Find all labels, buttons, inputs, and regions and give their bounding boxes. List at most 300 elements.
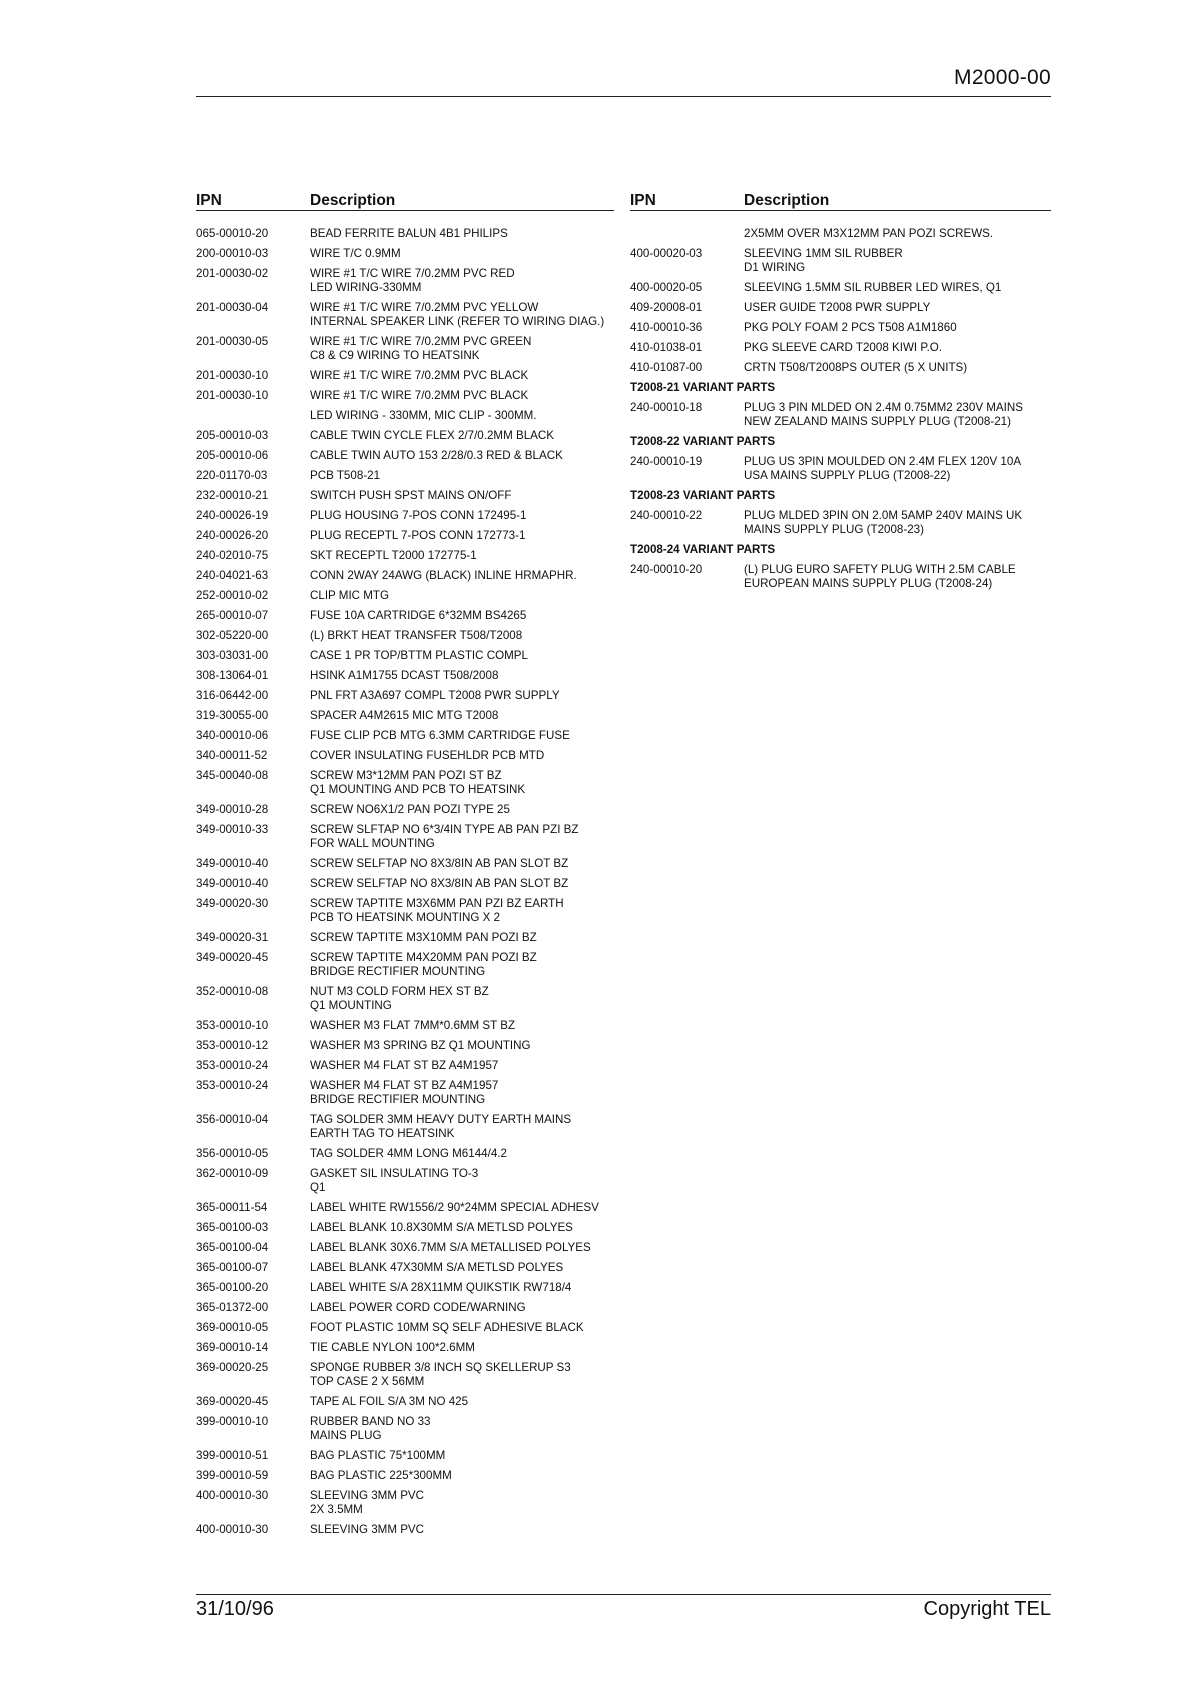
part-description bbox=[310, 489, 614, 503]
description-line: BEAD FERRITE BALUN 4B1 PHILIPS bbox=[310, 227, 508, 240]
description-line: WIRE T/C 0.9MM bbox=[310, 247, 401, 260]
part-row bbox=[630, 247, 1051, 275]
part-ipn: 349-00010-40 bbox=[196, 857, 269, 870]
part-row bbox=[196, 769, 614, 797]
description-line: TIE CABLE NYLON 100*2.6MM bbox=[310, 1341, 475, 1354]
part-description bbox=[310, 1281, 614, 1295]
part-description bbox=[310, 1301, 614, 1315]
part-description bbox=[310, 769, 614, 797]
part-row bbox=[196, 1341, 614, 1355]
part-ipn: 369-00020-25 bbox=[196, 1361, 269, 1374]
part-ipn: 200-00010-03 bbox=[196, 247, 269, 260]
parts-column-right bbox=[630, 192, 1051, 597]
part-ipn: 400-00010-30 bbox=[196, 1523, 269, 1536]
description-heading: Description bbox=[744, 192, 830, 209]
part-description bbox=[310, 369, 614, 383]
part-row bbox=[196, 1113, 614, 1141]
description-line: LABEL BLANK 30X6.7MM S/A METALLISED POLYES bbox=[310, 1241, 591, 1254]
description-line: SCREW SLFTAP NO 6*3/4IN TYPE AB PAN PZI BZ bbox=[310, 823, 579, 836]
part-ipn: 365-00100-04 bbox=[196, 1241, 269, 1254]
part-description bbox=[310, 335, 614, 363]
description-line: TOP CASE 2 X 56MM bbox=[310, 1375, 425, 1388]
part-row bbox=[630, 301, 1051, 315]
part-ipn: 349-00010-40 bbox=[196, 877, 269, 890]
part-row bbox=[196, 669, 614, 683]
part-ipn: 400-00020-03 bbox=[630, 247, 703, 260]
description-line: SLEEVING 1MM SIL RUBBER bbox=[744, 247, 903, 260]
description-line: NEW ZEALAND MAINS SUPPLY PLUG (T2008-21) bbox=[744, 415, 1011, 428]
description-line: INTERNAL SPEAKER LINK (REFER TO WIRING DIAG.) bbox=[310, 315, 605, 328]
part-ipn: 369-00020-45 bbox=[196, 1395, 269, 1408]
part-ipn: 353-00010-24 bbox=[196, 1059, 269, 1072]
part-description bbox=[310, 429, 614, 443]
description-line: Q1 bbox=[310, 1181, 326, 1194]
ipn-heading: IPN bbox=[196, 192, 222, 209]
part-ipn: 400-00020-05 bbox=[630, 281, 703, 294]
description-heading: Description bbox=[310, 192, 396, 209]
part-row bbox=[196, 1079, 614, 1107]
description-line: C8 & C9 WIRING TO HEATSINK bbox=[310, 349, 480, 362]
part-row bbox=[196, 1415, 614, 1443]
part-description bbox=[310, 1469, 614, 1483]
description-line: PLUG HOUSING 7-POS CONN 172495-1 bbox=[310, 509, 527, 522]
description-line: LED WIRING - 330MM, MIC CLIP - 300MM. bbox=[310, 409, 537, 422]
part-row bbox=[196, 1395, 614, 1409]
part-description bbox=[744, 401, 1051, 429]
description-line: SCREW TAPTITE M4X20MM PAN POZI BZ bbox=[310, 951, 537, 964]
description-line: EARTH TAG TO HEATSINK bbox=[310, 1127, 455, 1140]
description-line: PCB T508-21 bbox=[310, 469, 381, 482]
description-line: PNL FRT A3A697 COMPL T2008 PWR SUPPLY bbox=[310, 689, 560, 702]
part-description bbox=[310, 1415, 614, 1443]
part-description bbox=[310, 1341, 614, 1355]
part-ipn: 410-01038-01 bbox=[630, 341, 703, 354]
part-row bbox=[196, 897, 614, 925]
part-description bbox=[310, 1449, 614, 1463]
part-ipn: 205-00010-03 bbox=[196, 429, 269, 442]
part-row bbox=[196, 1301, 614, 1315]
part-row bbox=[196, 823, 614, 851]
part-row bbox=[196, 1261, 614, 1275]
part-ipn: 240-00010-18 bbox=[630, 401, 703, 414]
part-description bbox=[310, 1261, 614, 1275]
part-description bbox=[310, 301, 614, 329]
part-description bbox=[310, 1167, 614, 1195]
part-ipn: 353-00010-24 bbox=[196, 1079, 269, 1092]
part-description bbox=[310, 1039, 614, 1053]
part-ipn: 240-00010-22 bbox=[630, 509, 703, 522]
part-description bbox=[744, 247, 1051, 275]
part-description bbox=[310, 267, 614, 295]
part-row bbox=[196, 1167, 614, 1195]
part-ipn: 399-00010-10 bbox=[196, 1415, 269, 1428]
description-line: MAINS SUPPLY PLUG (T2008-23) bbox=[744, 523, 924, 536]
description-line: SCREW SELFTAP NO 8X3/8IN AB PAN SLOT BZ bbox=[310, 877, 569, 890]
description-line: WIRE #1 T/C WIRE 7/0.2MM PVC BLACK bbox=[310, 389, 529, 402]
part-description bbox=[310, 1321, 614, 1335]
part-row bbox=[196, 489, 614, 503]
description-line: WASHER M4 FLAT ST BZ A4M1957 bbox=[310, 1059, 499, 1072]
description-line: WASHER M3 FLAT 7MM*0.6MM ST BZ bbox=[310, 1019, 516, 1032]
description-line: WIRE #1 T/C WIRE 7/0.2MM PVC YELLOW bbox=[310, 301, 539, 314]
description-line: BAG PLASTIC 75*100MM bbox=[310, 1449, 446, 1462]
part-description bbox=[744, 281, 1051, 295]
footer-date: 31/10/96 bbox=[196, 1598, 274, 1620]
part-ipn: 265-00010-07 bbox=[196, 609, 269, 622]
part-description bbox=[310, 1395, 614, 1409]
part-description bbox=[310, 629, 614, 643]
part-ipn: 353-00010-12 bbox=[196, 1039, 269, 1052]
part-ipn: 319-30055-00 bbox=[196, 709, 269, 722]
part-row bbox=[196, 609, 614, 623]
variant-section-heading: T2008-24 VARIANT PARTS bbox=[630, 543, 776, 556]
part-ipn: 302-05220-00 bbox=[196, 629, 269, 642]
part-ipn: 340-00011-52 bbox=[196, 749, 268, 762]
part-description bbox=[744, 227, 1051, 241]
description-line: (L) PLUG EURO SAFETY PLUG WITH 2.5M CABLE bbox=[744, 563, 1016, 576]
part-row bbox=[196, 509, 614, 523]
parts-list-left bbox=[196, 227, 614, 1537]
part-row bbox=[196, 549, 614, 563]
part-ipn: 303-03031-00 bbox=[196, 649, 269, 662]
part-description bbox=[310, 1201, 614, 1215]
part-ipn: 308-13064-01 bbox=[196, 669, 269, 682]
part-row bbox=[196, 429, 614, 443]
description-line: SCREW TAPTITE M3X10MM PAN POZI BZ bbox=[310, 931, 537, 944]
part-description bbox=[310, 549, 614, 563]
part-ipn: 232-00010-21 bbox=[196, 489, 269, 502]
part-row bbox=[196, 1221, 614, 1235]
part-description bbox=[310, 1019, 614, 1033]
description-line: LABEL POWER CORD CODE/WARNING bbox=[310, 1301, 526, 1314]
description-line: USA MAINS SUPPLY PLUG (T2008-22) bbox=[744, 469, 951, 482]
part-ipn: 240-00010-19 bbox=[630, 455, 703, 468]
part-row bbox=[196, 1523, 614, 1537]
part-row bbox=[196, 689, 614, 703]
part-row bbox=[630, 361, 1051, 375]
description-line: COVER INSULATING FUSEHLDR PCB MTD bbox=[310, 749, 545, 762]
part-ipn: 410-00010-36 bbox=[630, 321, 703, 334]
part-ipn: 240-04021-63 bbox=[196, 569, 269, 582]
description-line: FOR WALL MOUNTING bbox=[310, 837, 435, 850]
part-row bbox=[196, 629, 614, 643]
description-line: Q1 MOUNTING bbox=[310, 999, 392, 1012]
part-description bbox=[310, 803, 614, 817]
description-line: PKG SLEEVE CARD T2008 KIWI P.O. bbox=[744, 341, 943, 354]
part-ipn: 409-20008-01 bbox=[630, 301, 703, 314]
description-line: SKT RECEPTL T2000 172775-1 bbox=[310, 549, 477, 562]
description-line: CRTN T508/T2008PS OUTER (5 X UNITS) bbox=[744, 361, 968, 374]
part-description bbox=[310, 1147, 614, 1161]
part-description bbox=[310, 897, 614, 925]
part-row bbox=[630, 455, 1051, 483]
description-line: PLUG 3 PIN MLDED ON 2.4M 0.75MM2 230V MAINS bbox=[744, 401, 1023, 414]
description-line: GASKET SIL INSULATING TO-3 bbox=[310, 1167, 479, 1180]
description-line: WIRE #1 T/C WIRE 7/0.2MM PVC GREEN bbox=[310, 335, 532, 348]
description-line: CABLE TWIN AUTO 153 2/28/0.3 RED & BLACK bbox=[310, 449, 563, 462]
parts-list-right bbox=[630, 227, 1051, 591]
part-ipn: 316-06442-00 bbox=[196, 689, 269, 702]
description-line: WIRE #1 T/C WIRE 7/0.2MM PVC RED bbox=[310, 267, 515, 280]
part-ipn: 410-01087-00 bbox=[630, 361, 703, 374]
part-description bbox=[310, 389, 614, 403]
description-line: CABLE TWIN CYCLE FLEX 2/7/0.2MM BLACK bbox=[310, 429, 554, 442]
column-header bbox=[630, 192, 1051, 211]
part-description bbox=[310, 823, 614, 851]
part-description bbox=[310, 649, 614, 663]
description-line: SCREW TAPTITE M3X6MM PAN PZI BZ EARTH bbox=[310, 897, 564, 910]
part-ipn: 240-00026-19 bbox=[196, 509, 269, 522]
part-ipn: 345-00040-08 bbox=[196, 769, 269, 782]
part-row bbox=[196, 267, 614, 295]
part-ipn: 365-00100-07 bbox=[196, 1261, 269, 1274]
description-line: FUSE 10A CARTRIDGE 6*32MM BS4265 bbox=[310, 609, 527, 622]
footer-rule bbox=[196, 1594, 1051, 1595]
part-ipn: 349-00020-30 bbox=[196, 897, 269, 910]
part-description bbox=[744, 341, 1051, 355]
part-row bbox=[196, 1449, 614, 1463]
part-row bbox=[196, 1469, 614, 1483]
part-description bbox=[744, 321, 1051, 335]
part-ipn: 220-01170-03 bbox=[196, 469, 268, 482]
part-row bbox=[630, 281, 1051, 295]
part-description bbox=[310, 529, 614, 543]
part-description bbox=[310, 509, 614, 523]
description-line: WASHER M3 SPRING BZ Q1 MOUNTING bbox=[310, 1039, 531, 1052]
description-line: WIRE #1 T/C WIRE 7/0.2MM PVC BLACK bbox=[310, 369, 529, 382]
header-rule bbox=[196, 96, 1051, 97]
part-row bbox=[196, 877, 614, 891]
description-line: PCB TO HEATSINK MOUNTING X 2 bbox=[310, 911, 501, 924]
part-row bbox=[196, 1361, 614, 1389]
part-description bbox=[310, 409, 614, 423]
part-row bbox=[196, 1281, 614, 1295]
description-line: TAG SOLDER 4MM LONG M6144/4.2 bbox=[310, 1147, 507, 1160]
description-line: BRIDGE RECTIFIER MOUNTING bbox=[310, 1093, 486, 1106]
description-line: D1 WIRING bbox=[744, 261, 806, 274]
part-ipn: 201-00030-02 bbox=[196, 267, 269, 280]
part-description bbox=[744, 509, 1051, 537]
part-row bbox=[196, 931, 614, 945]
description-line: SLEEVING 1.5MM SIL RUBBER LED WIRES, Q1 bbox=[744, 281, 1002, 294]
part-description bbox=[310, 709, 614, 723]
part-row bbox=[196, 301, 614, 329]
part-row bbox=[630, 401, 1051, 429]
part-ipn: 362-00010-09 bbox=[196, 1167, 269, 1180]
part-row bbox=[196, 369, 614, 383]
description-line: 2X5MM OVER M3X12MM PAN POZI SCREWS. bbox=[744, 227, 994, 240]
description-line: SLEEVING 3MM PVC bbox=[310, 1523, 425, 1536]
part-ipn: 356-00010-05 bbox=[196, 1147, 269, 1160]
description-line: SWITCH PUSH SPST MAINS ON/OFF bbox=[310, 489, 512, 502]
description-line: SCREW NO6X1/2 PAN POZI TYPE 25 bbox=[310, 803, 510, 816]
part-description bbox=[310, 247, 614, 261]
part-description bbox=[310, 227, 614, 241]
part-ipn: 356-00010-04 bbox=[196, 1113, 269, 1126]
description-line: PLUG MLDED 3PIN ON 2.0M 5AMP 240V MAINS UK bbox=[744, 509, 1023, 522]
description-line: BRIDGE RECTIFIER MOUNTING bbox=[310, 965, 486, 978]
part-row bbox=[630, 563, 1051, 591]
part-row bbox=[196, 1019, 614, 1033]
part-ipn: 240-02010-75 bbox=[196, 549, 269, 562]
part-row bbox=[630, 227, 1051, 241]
part-row bbox=[196, 1059, 614, 1073]
part-description bbox=[310, 877, 614, 891]
part-row bbox=[196, 985, 614, 1013]
part-row bbox=[196, 589, 614, 603]
part-ipn: 399-00010-59 bbox=[196, 1469, 269, 1482]
description-line: LABEL WHITE S/A 28X11MM QUIKSTIK RW718/4 bbox=[310, 1281, 572, 1294]
description-line: PLUG RECEPTL 7-POS CONN 172773-1 bbox=[310, 529, 526, 542]
part-description bbox=[310, 1489, 614, 1517]
part-ipn: 201-00030-05 bbox=[196, 335, 269, 348]
description-line: FUSE CLIP PCB MTG 6.3MM CARTRIDGE FUSE bbox=[310, 729, 570, 742]
part-ipn: 349-00020-31 bbox=[196, 931, 269, 944]
part-ipn: 340-00010-06 bbox=[196, 729, 269, 742]
part-description bbox=[310, 1221, 614, 1235]
part-ipn: 365-00100-20 bbox=[196, 1281, 269, 1294]
part-description bbox=[310, 1523, 614, 1537]
part-description bbox=[310, 857, 614, 871]
part-description bbox=[310, 609, 614, 623]
part-description bbox=[310, 1361, 614, 1389]
part-row bbox=[196, 729, 614, 743]
part-row bbox=[196, 709, 614, 723]
part-description bbox=[310, 951, 614, 979]
part-row bbox=[196, 469, 614, 483]
part-description bbox=[310, 689, 614, 703]
part-description bbox=[310, 1113, 614, 1141]
description-line: LABEL WHITE RW1556/2 90*24MM SPECIAL ADHESV bbox=[310, 1201, 599, 1214]
part-row bbox=[630, 509, 1051, 537]
description-line: SCREW SELFTAP NO 8X3/8IN AB PAN SLOT BZ bbox=[310, 857, 569, 870]
part-row bbox=[196, 1147, 614, 1161]
description-line: LED WIRING-330MM bbox=[310, 281, 422, 294]
description-line: USER GUIDE T2008 PWR SUPPLY bbox=[744, 301, 931, 314]
part-ipn: 369-00010-05 bbox=[196, 1321, 269, 1334]
description-line: NUT M3 COLD FORM HEX ST BZ bbox=[310, 985, 489, 998]
part-ipn: 240-00010-20 bbox=[630, 563, 703, 576]
description-line: EUROPEAN MAINS SUPPLY PLUG (T2008-24) bbox=[744, 577, 993, 590]
part-description bbox=[744, 563, 1051, 591]
description-line: 2X 3.5MM bbox=[310, 1503, 363, 1516]
part-ipn: 399-00010-51 bbox=[196, 1449, 269, 1462]
description-line: SCREW M3*12MM PAN POZI ST BZ bbox=[310, 769, 502, 782]
document-id: M2000-00 bbox=[954, 66, 1051, 89]
part-row bbox=[196, 803, 614, 817]
column-header bbox=[196, 192, 614, 211]
part-ipn: 065-00010-20 bbox=[196, 227, 269, 240]
part-description bbox=[310, 469, 614, 483]
part-ipn: 349-00010-33 bbox=[196, 823, 269, 836]
parts-column-left bbox=[196, 192, 614, 1543]
description-line: RUBBER BAND NO 33 bbox=[310, 1415, 431, 1428]
part-ipn: 252-00010-02 bbox=[196, 589, 269, 602]
variant-section-heading: T2008-21 VARIANT PARTS bbox=[630, 381, 776, 394]
part-row bbox=[196, 1321, 614, 1335]
description-line: CLIP MIC MTG bbox=[310, 589, 390, 602]
description-line: CONN 2WAY 24AWG (BLACK) INLINE HRMAPHR. bbox=[310, 569, 577, 582]
variant-section-heading: T2008-23 VARIANT PARTS bbox=[630, 489, 776, 502]
description-line: BAG PLASTIC 225*300MM bbox=[310, 1469, 452, 1482]
part-description bbox=[744, 361, 1051, 375]
part-row bbox=[630, 321, 1051, 335]
part-ipn: 365-00100-03 bbox=[196, 1221, 269, 1234]
part-ipn: 201-00030-04 bbox=[196, 301, 269, 314]
description-line: PLUG US 3PIN MOULDED ON 2.4M FLEX 120V 10A bbox=[744, 455, 1022, 468]
part-description bbox=[310, 569, 614, 583]
description-line: FOOT PLASTIC 10MM SQ SELF ADHESIVE BLACK bbox=[310, 1321, 584, 1334]
part-description bbox=[310, 589, 614, 603]
part-description bbox=[744, 301, 1051, 315]
description-line: WASHER M4 FLAT ST BZ A4M1957 bbox=[310, 1079, 499, 1092]
part-row bbox=[196, 1489, 614, 1517]
part-ipn: 400-00010-30 bbox=[196, 1489, 269, 1502]
part-description bbox=[744, 455, 1051, 483]
part-row bbox=[196, 409, 614, 423]
footer-copyright: Copyright TEL bbox=[923, 1598, 1051, 1620]
part-description bbox=[310, 1059, 614, 1073]
part-ipn: 240-00026-20 bbox=[196, 529, 269, 542]
part-row bbox=[196, 1241, 614, 1255]
part-ipn: 352-00010-08 bbox=[196, 985, 269, 998]
variant-section-heading: T2008-22 VARIANT PARTS bbox=[630, 435, 776, 448]
part-row bbox=[196, 247, 614, 261]
description-line: CASE 1 PR TOP/BTTM PLASTIC COMPL bbox=[310, 649, 528, 662]
description-line: SLEEVING 3MM PVC bbox=[310, 1489, 425, 1502]
description-line: TAG SOLDER 3MM HEAVY DUTY EARTH MAINS bbox=[310, 1113, 572, 1126]
part-ipn: 201-00030-10 bbox=[196, 369, 269, 382]
part-ipn: 349-00010-28 bbox=[196, 803, 269, 816]
part-description bbox=[310, 931, 614, 945]
description-line: TAPE AL FOIL S/A 3M NO 425 bbox=[310, 1395, 469, 1408]
description-line: HSINK A1M1755 DCAST T508/2008 bbox=[310, 669, 499, 682]
part-description bbox=[310, 985, 614, 1013]
part-row bbox=[630, 341, 1051, 355]
part-row bbox=[196, 389, 614, 403]
ipn-heading: IPN bbox=[630, 192, 656, 209]
description-line: Q1 MOUNTING AND PCB TO HEATSINK bbox=[310, 783, 526, 796]
part-row bbox=[196, 951, 614, 979]
part-ipn: 353-00010-10 bbox=[196, 1019, 269, 1032]
description-line: LABEL BLANK 10.8X30MM S/A METLSD POLYES bbox=[310, 1221, 573, 1234]
part-description bbox=[310, 1241, 614, 1255]
part-ipn: 365-00011-54 bbox=[196, 1201, 268, 1214]
part-row bbox=[196, 227, 614, 241]
part-ipn: 349-00020-45 bbox=[196, 951, 269, 964]
part-row bbox=[196, 569, 614, 583]
description-line: (L) BRKT HEAT TRANSFER T508/T2008 bbox=[310, 629, 523, 642]
part-row bbox=[196, 449, 614, 463]
part-ipn: 365-01372-00 bbox=[196, 1301, 269, 1314]
description-line: PKG POLY FOAM 2 PCS T508 A1M1860 bbox=[744, 321, 957, 334]
part-row bbox=[196, 749, 614, 763]
part-row bbox=[196, 649, 614, 663]
description-line: SPACER A4M2615 MIC MTG T2008 bbox=[310, 709, 499, 722]
part-ipn: 205-00010-06 bbox=[196, 449, 269, 462]
part-ipn: 369-00010-14 bbox=[196, 1341, 269, 1354]
part-description bbox=[310, 669, 614, 683]
part-ipn: 201-00030-10 bbox=[196, 389, 269, 402]
part-description bbox=[310, 1079, 614, 1107]
part-description bbox=[310, 449, 614, 463]
part-row bbox=[196, 1201, 614, 1215]
part-description bbox=[310, 729, 614, 743]
part-row bbox=[196, 335, 614, 363]
description-line: LABEL BLANK 47X30MM S/A METLSD POLYES bbox=[310, 1261, 564, 1274]
part-row bbox=[196, 1039, 614, 1053]
part-row bbox=[196, 529, 614, 543]
